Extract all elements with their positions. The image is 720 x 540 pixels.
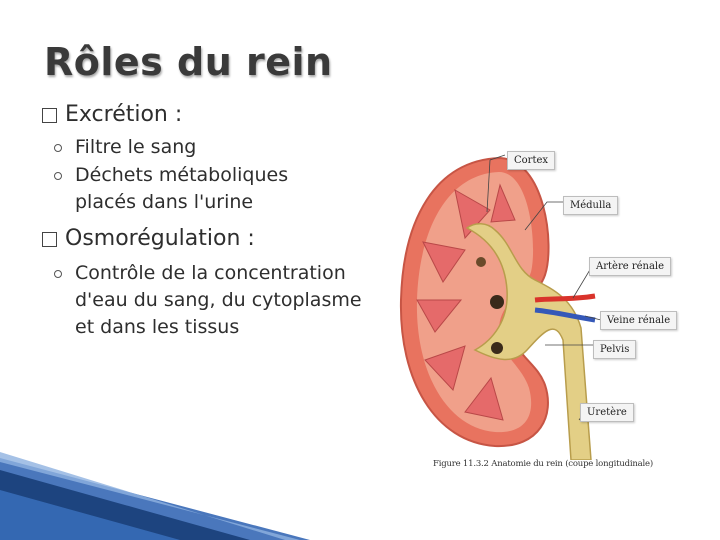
figure-caption: Figure 11.3.2 Anatomie du rein (coupe longitudinale) xyxy=(433,459,653,469)
label-renal-artery: Artère rénale xyxy=(589,257,671,276)
bullet-item xyxy=(54,134,196,161)
label-ureter: Uretère xyxy=(580,403,634,422)
bullet-text: Filtre le sang xyxy=(75,136,197,158)
section-excretion-heading xyxy=(42,102,182,127)
section-heading-text: Excrétion : xyxy=(65,102,183,127)
label-medulla: Médulla xyxy=(563,196,618,215)
calyx-opening xyxy=(491,342,503,354)
section-heading-text: Osmorégulation : xyxy=(65,226,255,251)
label-renal-vein: Veine rénale xyxy=(600,311,677,330)
bullet-text: Contrôle de la concentration d'eau du sang, du cytoplasme et dans les tissus xyxy=(75,262,362,338)
square-bullet-icon xyxy=(42,108,57,123)
square-bullet-icon xyxy=(42,232,57,247)
calyx-opening xyxy=(476,257,486,267)
label-pelvis: Pelvis xyxy=(593,340,636,359)
section-osmoregulation-heading xyxy=(42,226,255,251)
bullet-item xyxy=(54,260,364,341)
decorative-stripes xyxy=(0,440,320,540)
slide-title: Rôles du rein xyxy=(44,40,333,84)
calyx-opening xyxy=(490,295,504,309)
circle-bullet-icon xyxy=(54,144,62,152)
label-cortex: Cortex xyxy=(507,151,555,170)
bullet-item xyxy=(54,162,354,216)
bullet-text: Déchets métaboliques placés dans l'urine xyxy=(75,164,289,213)
circle-bullet-icon xyxy=(54,172,62,180)
circle-bullet-icon xyxy=(54,270,62,278)
